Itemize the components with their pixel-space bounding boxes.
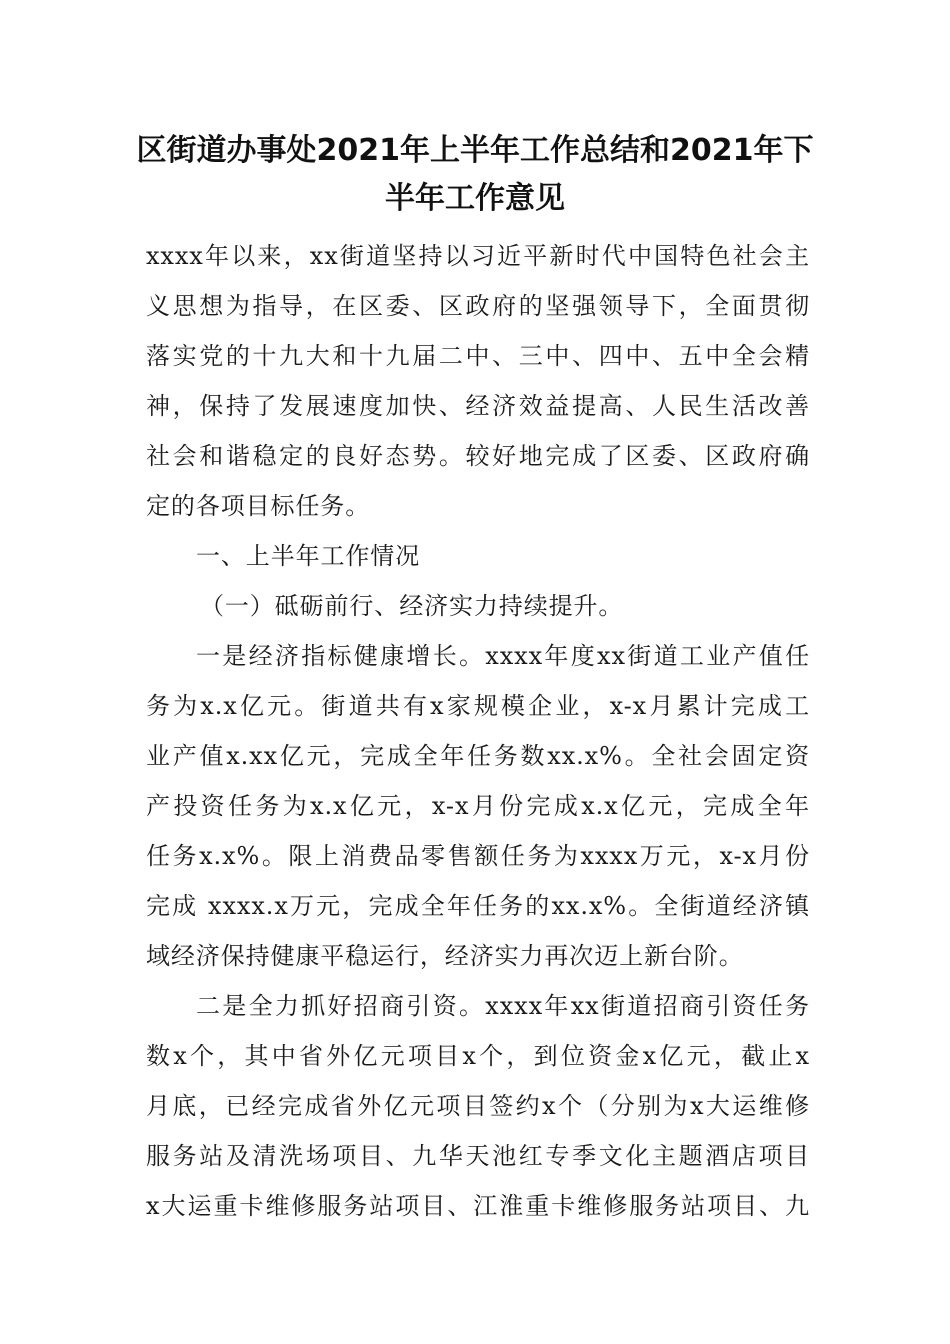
intro-line: 神，保持了发展速度加快、经济效益提高、人民生活改善 [146, 392, 810, 420]
paragraph-line: 数x个，其中省外亿元项目x个，到位资金x亿元，截止x [146, 1042, 810, 1070]
intro-line: 社会和谐稳定的良好态势。较好地完成了区委、区政府确 [146, 442, 810, 470]
document-title-line-2: 半年工作意见 [385, 181, 565, 216]
paragraph-line: 月底，已经完成省外亿元项目签约x个（分别为x大运维修 [146, 1092, 810, 1120]
intro-line: 定的各项目标任务。 [146, 492, 371, 520]
intro-line: 义思想为指导，在区委、区政府的坚强领导下，全面贯彻 [146, 292, 810, 320]
intro-line: 落实党的十九大和十九届二中、三中、四中、五中全会精 [146, 342, 810, 370]
intro-line: xxxx年以来，xx街道坚持以习近平新时代中国特色社会主 [146, 242, 810, 270]
paragraph-line: 一是经济指标健康增长。xxxx年度xx街道工业产值任 [196, 642, 810, 670]
paragraph-line: 业产值x.xx亿元，完成全年任务数xx.x%。全社会固定资 [146, 742, 810, 770]
paragraph-line: 域经济保持健康平稳运行，经济实力再次迈上新台阶。 [146, 942, 744, 970]
document-title-line-1: 区街道办事处2021年上半年工作总结和2021年下 [136, 133, 814, 168]
paragraph-line: 务为x.x亿元。街道共有x家规模企业，x-x月累计完成工 [146, 692, 810, 720]
paragraph-line: 二是全力抓好招商引资。xxxx年xx街道招商引资任务 [196, 992, 810, 1020]
paragraph-line: x大运重卡维修服务站项目、江淮重卡维修服务站项目、九 [146, 1192, 810, 1220]
paragraph-line: 服务站及清洗场项目、九华天池红专季文化主题酒店项目 [146, 1142, 810, 1170]
paragraph-line: 完成 xxxx.x万元，完成全年任务的xx.x%。全街道经济镇 [146, 892, 810, 920]
paragraph-line: 任务x.x%。限上消费品零售额任务为xxxx万元，x-x月份 [146, 842, 810, 870]
paragraph-line: 产投资任务为x.x亿元，x-x月份完成x.x亿元，完成全年 [146, 792, 810, 820]
section-heading: 一、上半年工作情况 [196, 542, 421, 570]
subsection-heading: （一）砥砺前行、经济实力持续提升。 [200, 592, 624, 620]
